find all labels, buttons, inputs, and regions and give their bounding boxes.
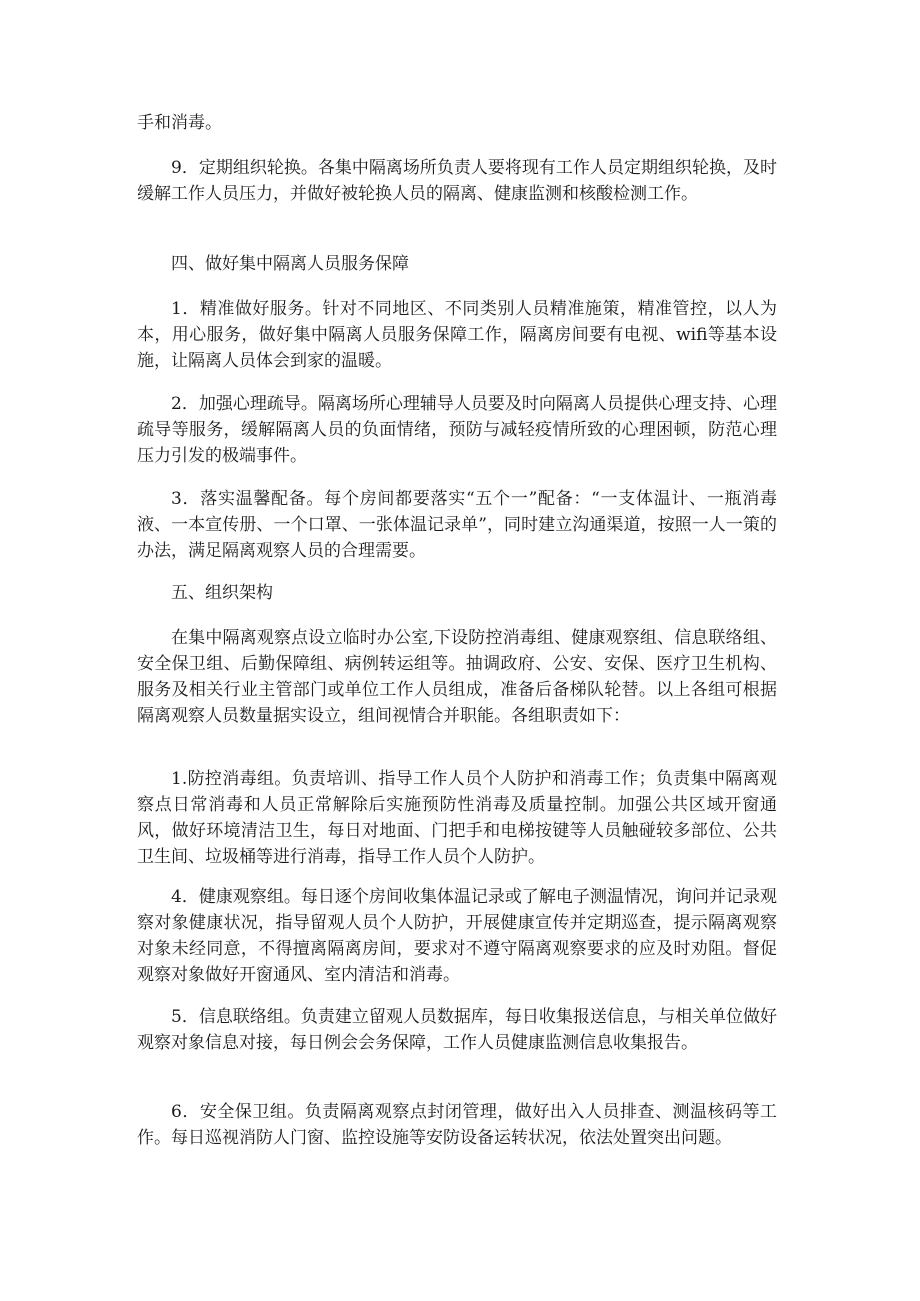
- paragraph-group-disinfection: 1.防控消毒组。负责培训、指导工作人员个人防护和消毒工作；负责集中隔离观察点日常消毒和人员正常解除后实施预防性消毒及质量控制。加强公共区域开窗通风，做好环境清洁卫生，每日对地面、门把手和电梯按键等人员触碰较多部位、公共卫生间、垃圾桶等进行消毒，指导工作人员个人防护。: [137, 769, 777, 867]
- paragraph-group-health: 4．健康观察组。每日逐个房间收集体温记录或了解电子测温情况，询问并记录观察对象健康状况，指导留观人员个人防护，开展健康宣传并定期巡查，提示隔离观察对象未经同意，不得擅离隔离房间，要求对不遵守隔离观察要求的应及时劝阻。督促观察对象做好开窗通风、室内清洁和消毒。: [137, 887, 777, 985]
- paragraph-organization: 在集中隔离观察点设立临时办公室,下设防控消毒组、健康观察组、信息联络组、安全保卫组、后勤保障组、病例转运组等。抽调政府、公安、安保、医疗卫生机构、服务及相关行业主管部门或单位工作人员组成，准备后备梯队轮替。以上各组可根据隔离观察人员数量据实设立，组间视情合并职能。各组职责如下：: [137, 628, 777, 726]
- paragraph-continuation: 手和消毒。: [137, 113, 222, 133]
- paragraph-item-2-psychology: 2．加强心理疏导。隔离场所心理辅导人员要及时向隔离人员提供心理支持、心理疏导等服务，缓解隔离人员的负面情绪，预防与减轻疫情所致的心理困顿，防范心理压力引发的极端事件。: [137, 394, 777, 466]
- paragraph-item-3-supplies: 3．落实温馨配备。每个房间都要落实“五个一”配备：“一支体温计、一瓶消毒液、一本宣传册、一个口罩、一张体温记录单”，同时建立沟通渠道，按照一人一策的办法，满足隔离观察人员的合理需要。: [137, 489, 777, 561]
- paragraph-group-security: 6．安全保卫组。负责隔离观察点封闭管理，做好出入人员排查、测温核码等工作。每日巡视消防人门窗、监控设施等安防设备运转状况，依法处置突出问题。: [137, 1102, 777, 1148]
- section-heading-5: 五、组织架构: [171, 583, 273, 603]
- paragraph-item-9-rotation: 9．定期组织轮换。各集中隔离场所负责人要将现有工作人员定期组织轮换，及时缓解工作人员压力，并做好被轮换人员的隔离、健康监测和核酸检测工作。: [137, 158, 777, 204]
- section-heading-4: 四、做好集中隔离人员服务保障: [171, 254, 409, 274]
- paragraph-item-1-service: 1．精准做好服务。针对不同地区、不同类别人员精准施策，精准管控，以人为本，用心服务，做好集中隔离人员服务保障工作，隔离房间要有电视、wifi等基本设施，让隔离人员体会到家的温暖。: [137, 299, 777, 371]
- paragraph-group-information: 5．信息联络组。负责建立留观人员数据库，每日收集报送信息，与相关单位做好观察对象信息对接，每日例会会务保障，工作人员健康监测信息收集报告。: [137, 1007, 777, 1053]
